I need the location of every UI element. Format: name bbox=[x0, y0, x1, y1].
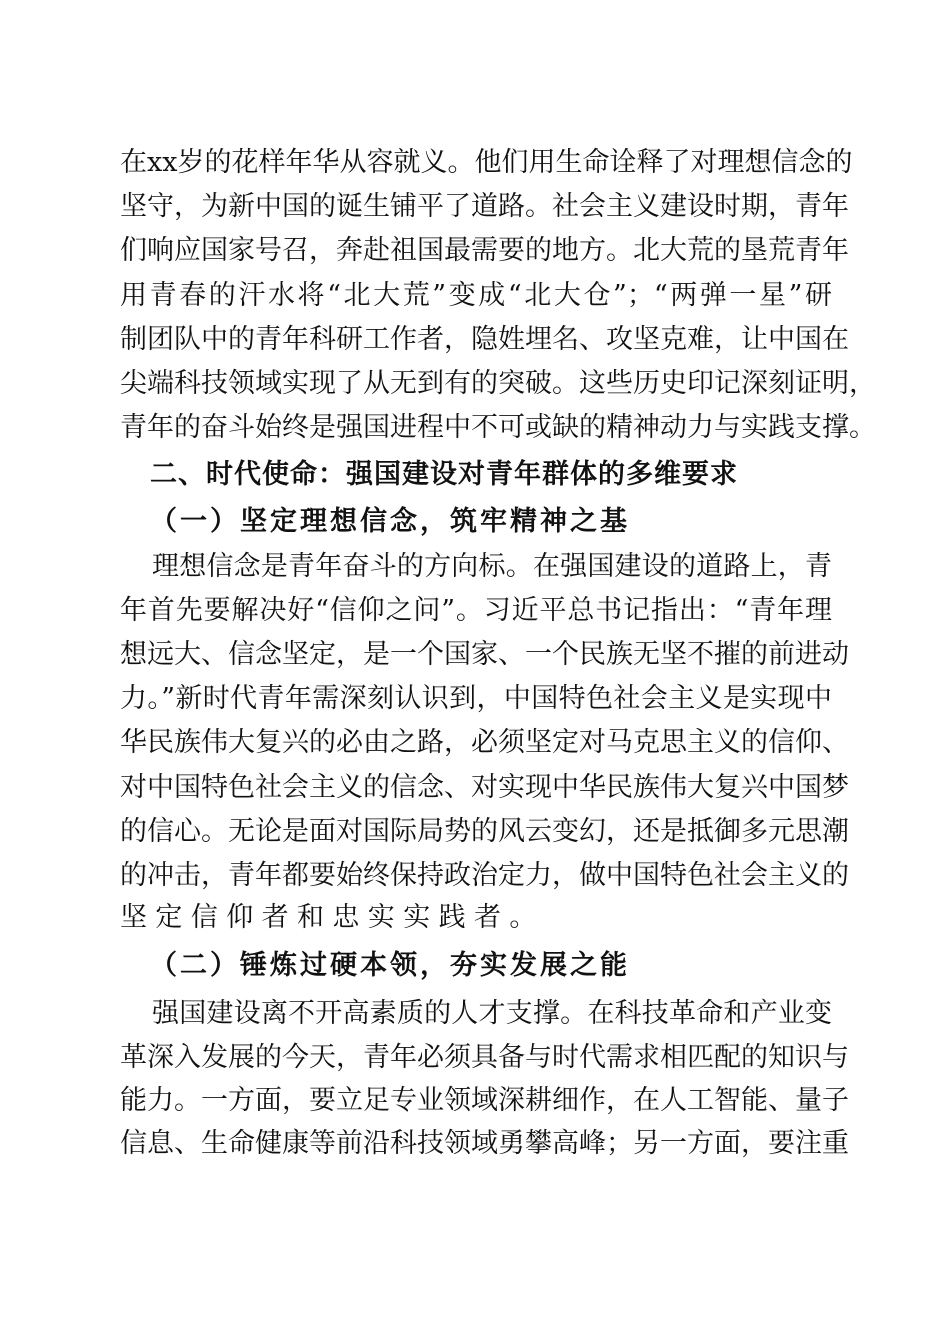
paragraph-line: 的信心。无论是面对国际局势的风云变幻，还是抵御多元思潮 bbox=[120, 816, 849, 847]
paragraph-line: 年首先要解决好“信仰之问”。习近平总书记指出：“青年理 bbox=[120, 595, 832, 626]
paragraph-line: 信息、生命健康等前沿科技领域勇攀高峰；另一方面，要注重 bbox=[120, 1128, 849, 1159]
subsection-heading: （二）锤炼过硬本领，夯实发展之能 bbox=[150, 950, 630, 981]
paragraph-line: 华民族伟大复兴的必由之路，必须坚定对马克思主义的信仰、 bbox=[120, 727, 849, 758]
paragraph-line: 想远大、信念坚定，是一个国家、一个民族无坚不摧的前进动 bbox=[120, 639, 849, 670]
paragraph-line: 的冲击，青年都要始终保持政治定力，做中国特色社会主义的 bbox=[120, 860, 849, 891]
paragraph-line: 坚守，为新中国的诞生铺平了道路。社会主义建设时期，青年 bbox=[120, 191, 849, 222]
paragraph-line: 青年的奋斗始终是强国进程中不可或缺的精神动力与实践支撑。 bbox=[120, 412, 876, 443]
paragraph-line: 对中国特色社会主义的信念、对实现中华民族伟大复兴中国梦 bbox=[120, 772, 849, 803]
paragraph-line: 在xx岁的花样年华从容就义。他们用生命诠释了对理想信念的 bbox=[120, 147, 853, 178]
paragraph-line: 强国建设离不开高素质的人才支撑。在科技革命和产业变 bbox=[152, 998, 832, 1029]
paragraph-line: 制团队中的青年科研工作者，隐姓埋名、攻坚克难，让中国在 bbox=[120, 324, 849, 355]
paragraph-line: 坚定信仰者和忠实实践者。 bbox=[120, 902, 545, 933]
paragraph-line: 理想信念是青年奋斗的方向标。在强国建设的道路上，青 bbox=[152, 551, 832, 582]
paragraph-line: 们响应国家号召，奔赴祖国最需要的地方。北大荒的垦荒青年 bbox=[120, 235, 849, 266]
subsection-heading: （一）坚定理想信念，筑牢精神之基 bbox=[150, 506, 630, 537]
paragraph-line: 力。”新时代青年需深刻认识到，中国特色社会主义是实现中 bbox=[120, 683, 832, 714]
section-heading: 二、时代使命：强国建设对青年群体的多维要求 bbox=[150, 459, 738, 490]
paragraph-line: 用青春的汗水将“北大荒”变成“北大仓”；“两弹一星”研 bbox=[120, 280, 832, 311]
paragraph-line: 能力。一方面，要立足专业领域深耕细作，在人工智能、量子 bbox=[120, 1085, 849, 1116]
paragraph-line: 革深入发展的今天，青年必须具备与时代需求相匹配的知识与 bbox=[120, 1042, 849, 1073]
paragraph-line: 尖端科技领域实现了从无到有的突破。这些历史印记深刻证明， bbox=[120, 368, 876, 399]
